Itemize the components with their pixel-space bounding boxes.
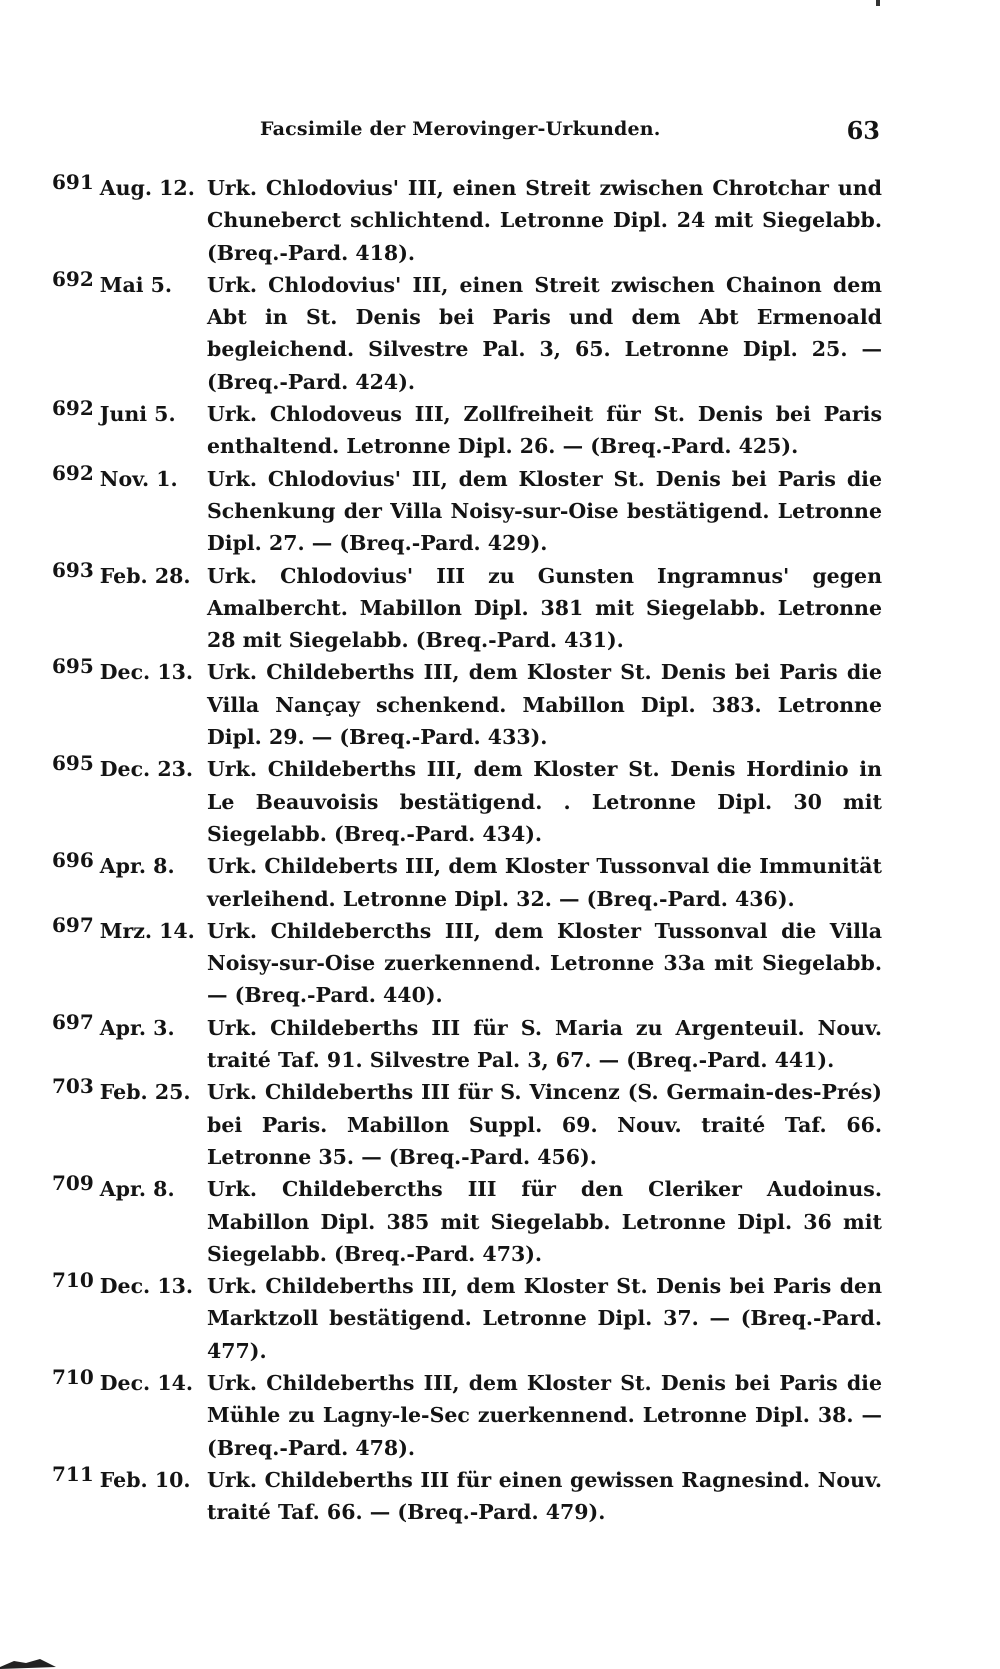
entry-date	[52, 172, 202, 204]
entry-text: Urk. Childeberths III für S. Maria zu Argenteuil. Nouv. traité Taf. 91. Silvestre Pal. 3, 67. — (Breq.-Pard. 441).	[207, 1015, 882, 1073]
entry-day: Dec. 13.	[99, 1274, 193, 1299]
charter-entry	[52, 850, 882, 915]
entry-year: 709	[52, 1171, 94, 1196]
entry-date	[52, 1270, 202, 1302]
entry-year: 697	[52, 1009, 94, 1034]
entry-year: 695	[52, 751, 94, 776]
entry-text: Urk. Childeberths III, dem Kloster St. Denis bei Paris die Mühle zu Lagny-le-Sec zuerkennend. Letronne Dipl. 38. — (Breq.-Pard. 478).	[207, 1370, 882, 1460]
entry-text: Urk. Childeberths III für S. Vincenz (S. Germain-des-Prés) bei Paris. Mabillon Suppl. 69. Nouv. traité Taf. 66. Letronne 35. — (Breq.-Pard. 456).	[207, 1080, 882, 1169]
entry-year: 695	[52, 654, 94, 679]
entry-day: Nov. 1.	[99, 466, 178, 491]
charter-list	[52, 172, 882, 1528]
entry-text: Urk. Childeberths III, dem Kloster St. Denis bei Paris den Marktzoll bestätigend. Letronne Dipl. 37. — (Breq.-Pard. 477).	[207, 1274, 882, 1363]
running-title: Facsimile der Merovinger-Urkunden.	[260, 118, 661, 140]
charter-entry	[52, 460, 882, 560]
entry-date	[52, 1364, 202, 1399]
charter-entry	[52, 1173, 882, 1270]
entry-date	[52, 1009, 202, 1044]
entry-day: Apr. 8.	[99, 1177, 175, 1202]
charter-entry	[52, 398, 882, 463]
entry-year: 710	[52, 1268, 94, 1293]
entry-day: Juni 5.	[99, 402, 176, 427]
entry-text: Urk. Chlodovius' III, einen Streit zwischen Chrotchar und Chuneberct schlichtend. Letronne Dipl. 24 mit Siegelabb. (Breq.-Pard. 418).	[207, 176, 882, 265]
charter-entry	[52, 753, 882, 850]
entry-date	[52, 850, 202, 882]
entry-day: Feb. 28.	[99, 563, 191, 588]
entry-day: Feb. 10.	[99, 1467, 191, 1492]
entry-day: Mrz. 14.	[99, 918, 195, 943]
entry-day: Dec. 23.	[99, 757, 193, 782]
entry-year: 703	[52, 1074, 94, 1099]
entry-text: Urk. Chlodovius' III, einen Streit zwischen Chainon dem Abt in St. Denis bei Paris und dem Abt Ermenoald begleichend. Silvestre Pal. 3, 65. Letronne Dipl. 25. — (Breq.-Pard. 424).	[207, 272, 882, 394]
entry-year: 696	[52, 848, 94, 873]
charter-entry	[52, 557, 882, 657]
entry-day: Aug. 12.	[99, 176, 195, 200]
charter-entry	[52, 1009, 882, 1077]
charter-entry	[52, 1364, 882, 1464]
entry-date	[52, 460, 202, 495]
entry-date	[52, 656, 202, 688]
print-smudge	[0, 1647, 60, 1669]
entry-text: Urk. Childeberths III für einen gewissen Ragnesind. Nouv. traité Taf. 66. — (Breq.-Pard. 479).	[207, 1467, 882, 1525]
entry-year: 692	[52, 266, 94, 291]
entry-day: Apr. 8.	[99, 854, 175, 879]
running-head	[260, 118, 880, 150]
entry-text: Urk. Chlodovius' III, dem Kloster St. Denis bei Paris die Schenkung der Villa Noisy-sur-Oise bestätigend. Letronne Dipl. 27. — (Breq.-Pard. 429).	[207, 466, 882, 556]
entry-date	[52, 398, 202, 430]
entry-text: Urk. Childeberts III, dem Kloster Tussonval die Immunität verleihend. Letronne Dipl. 32. — (Breq.-Pard. 436).	[207, 854, 882, 911]
print-speck	[876, 0, 880, 6]
charter-entry	[52, 266, 882, 398]
charter-entry	[52, 1270, 882, 1367]
entry-date	[52, 1173, 202, 1205]
entry-day: Feb. 25.	[99, 1080, 191, 1105]
entry-text: Urk. Childebercths III, dem Kloster Tussonval die Villa Noisy-sur-Oise zuerkennend. Letronne 33a mit Siegelabb. — (Breq.-Pard. 440).	[207, 918, 882, 1008]
entry-text: Urk. Childebercths III für den Cleriker Audoinus. Mabillon Dipl. 385 mit Siegelabb. Letronne Dipl. 36 mit Siegelabb. (Breq.-Pard. 473).	[207, 1177, 882, 1266]
entry-date	[52, 557, 202, 592]
entry-date	[52, 753, 202, 785]
entry-year: 692	[52, 396, 94, 421]
entry-date	[52, 266, 202, 301]
entry-year: 710	[52, 1364, 94, 1389]
entry-day: Dec. 13.	[99, 660, 193, 685]
entry-day: Dec. 14.	[99, 1370, 193, 1395]
charter-entry	[52, 172, 882, 269]
entry-year: 692	[52, 460, 94, 485]
entry-year: 711	[52, 1461, 94, 1486]
entry-date	[52, 912, 202, 947]
charter-entry	[52, 656, 882, 753]
page-number: 63	[846, 116, 880, 145]
entry-text: Urk. Childeberths III, dem Kloster St. Denis bei Paris die Villa Nançay schenkend. Mabillon Dipl. 383. Letronne Dipl. 29. — (Breq.-Pard. 433).	[207, 660, 882, 750]
entry-year: 693	[52, 557, 94, 582]
entry-year: 691	[52, 170, 94, 194]
charter-entry	[52, 1461, 882, 1529]
entry-day: Mai 5.	[99, 272, 173, 297]
entry-year: 697	[52, 912, 94, 937]
entry-day: Apr. 3.	[99, 1015, 175, 1040]
entry-date	[52, 1076, 202, 1108]
charter-entry	[52, 912, 882, 1012]
entry-text: Urk. Childeberths III, dem Kloster St. Denis Hordinio in Le Beauvoisis bestätigend. . Letronne Dipl. 30 mit Siegelabb. (Breq.-Pard. 434).	[207, 757, 882, 846]
entry-text: Urk. Chlodovius' III zu Gunsten Ingramnus' gegen Amalbercht. Mabillon Dipl. 381 mit Siegelabb. Letronne 28 mit Siegelabb. (Breq.-Pard. 431).	[207, 563, 882, 653]
charter-entry	[52, 1076, 882, 1173]
entry-text: Urk. Chlodoveus III, Zollfreiheit für St. Denis bei Paris enthaltend. Letronne Dipl. 26. — (Breq.-Pard. 425).	[207, 402, 882, 459]
entry-date	[52, 1461, 202, 1496]
